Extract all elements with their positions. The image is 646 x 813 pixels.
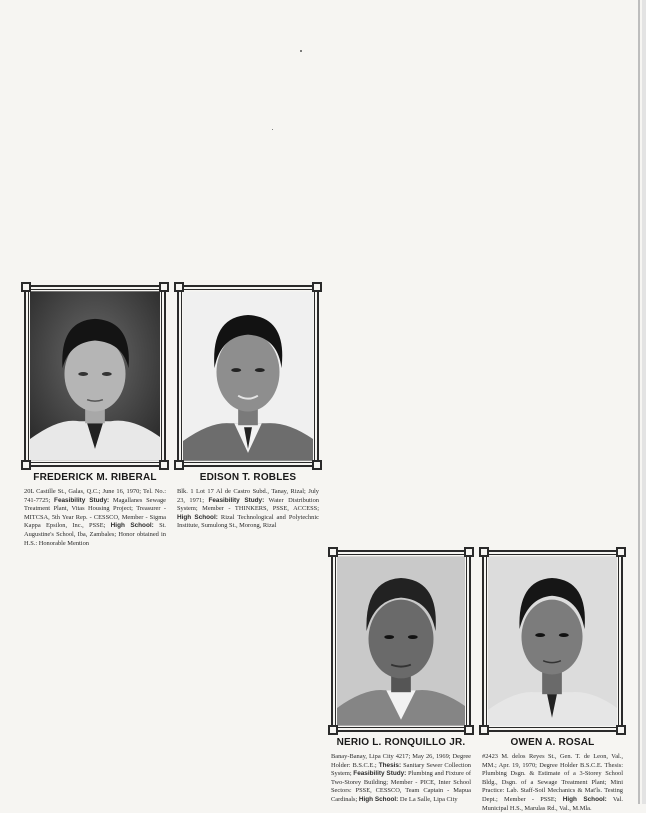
- page-edge-shadow: [642, 0, 646, 804]
- graduate-name: NERIO L. RONQUILLO JR.: [336, 737, 466, 748]
- bio-text: Magallanes Sewage Treatment Plant, Vitas Housing Project; Treasurer - MITCSA, 5th Year Rep. - CESSCO, Member - Sigma Kappa Epsilon, Inc., PSSE;: [24, 496, 166, 530]
- print-speck: [272, 129, 273, 130]
- bio-text: Sanitary Sewer Collection System;: [331, 761, 471, 778]
- graduate-name: FREDERICK M. RIBERAL: [33, 472, 157, 483]
- bio-text: #2423 M. delos Reyes St., Gen. T. de Leon, Val., MM.; Apr. 19, 1970; Degree Holder B.S.C.E. Thesis: Plumbing Dsgn. & Estimate of a 3-Storey School Bldg., Dsgn. of a Sewage Treatment Plant; Mini Practice: Lab. Staff-Soil Mechanics & Mat'ls. Testing Dept.; Member - PSSE;: [482, 753, 623, 803]
- graduate-bio: [24, 488, 166, 548]
- graduate-name: EDISON T. ROBLES: [199, 472, 297, 483]
- graduate-bio: [482, 753, 623, 813]
- bio-text: Val. Municipal H.S., Marulas Rd., Val., M.Mla.: [482, 795, 624, 812]
- graduate-card: [482, 550, 623, 813]
- print-speck: [300, 50, 302, 52]
- bio-field-label: High School:: [562, 795, 607, 803]
- bio-text: Water Distribution System; Member - THINKERS, PSSE, ACCESS;: [177, 496, 319, 513]
- bio-text: De La Salle, Lipa City: [398, 795, 458, 803]
- graduate-card: [24, 285, 166, 548]
- graduate-photo: [30, 291, 160, 461]
- graduate-photo: [488, 556, 617, 726]
- photo-frame: [331, 550, 471, 732]
- bio-field-label: Feasibility Study:: [208, 496, 265, 504]
- bio-text: St. Augustine's School, Iba, Zambales; Honor obtained in H.S.: Honorable Mention: [24, 522, 166, 547]
- bio-text: 20L Castille St., Galas, Q.C.; June 16, 1970; Tel. No.: 741-7725;: [24, 488, 166, 504]
- graduate-photo: [183, 291, 313, 461]
- bio-field-label: High School:: [177, 513, 218, 521]
- page-edge: [638, 0, 640, 804]
- bio-text: Rizal Technological and Polytechnic Institute, Sumulong St., Morong, Rizal: [177, 513, 319, 530]
- bio-field-label: Feasibility Study:: [353, 770, 407, 778]
- graduate-bio: [177, 488, 319, 531]
- photo-frame: [482, 550, 623, 732]
- graduate-card: [177, 285, 319, 531]
- graduate-name: OWEN A. ROSAL: [510, 737, 595, 748]
- graduate-card: [331, 550, 471, 805]
- graduate-photo: [337, 556, 465, 726]
- photo-frame: [24, 285, 166, 467]
- bio-text: Plumbing and Fixture of Two-Storey Building; Member - PICE, Inter School Sectors: PSSE, CESSCO, Team Captain - Mapua Cardinals;: [331, 770, 471, 803]
- bio-text: Banay-Banay, Lipa City 4217; May 26, 1969; Degree Holder: B.S.C.E.;: [331, 753, 471, 769]
- bio-field-label: High School:: [358, 795, 399, 803]
- bio-field-label: High School:: [110, 522, 154, 530]
- graduate-bio: [331, 753, 471, 805]
- bio-text: Blk. 1 Lot 17 Al de Castro Subd., Tanay, Rizal; July 23, 1971;: [177, 488, 319, 504]
- bio-field-label: Thesis:: [378, 761, 402, 769]
- bio-field-label: Feasibility Study:: [54, 496, 110, 504]
- photo-frame: [177, 285, 319, 467]
